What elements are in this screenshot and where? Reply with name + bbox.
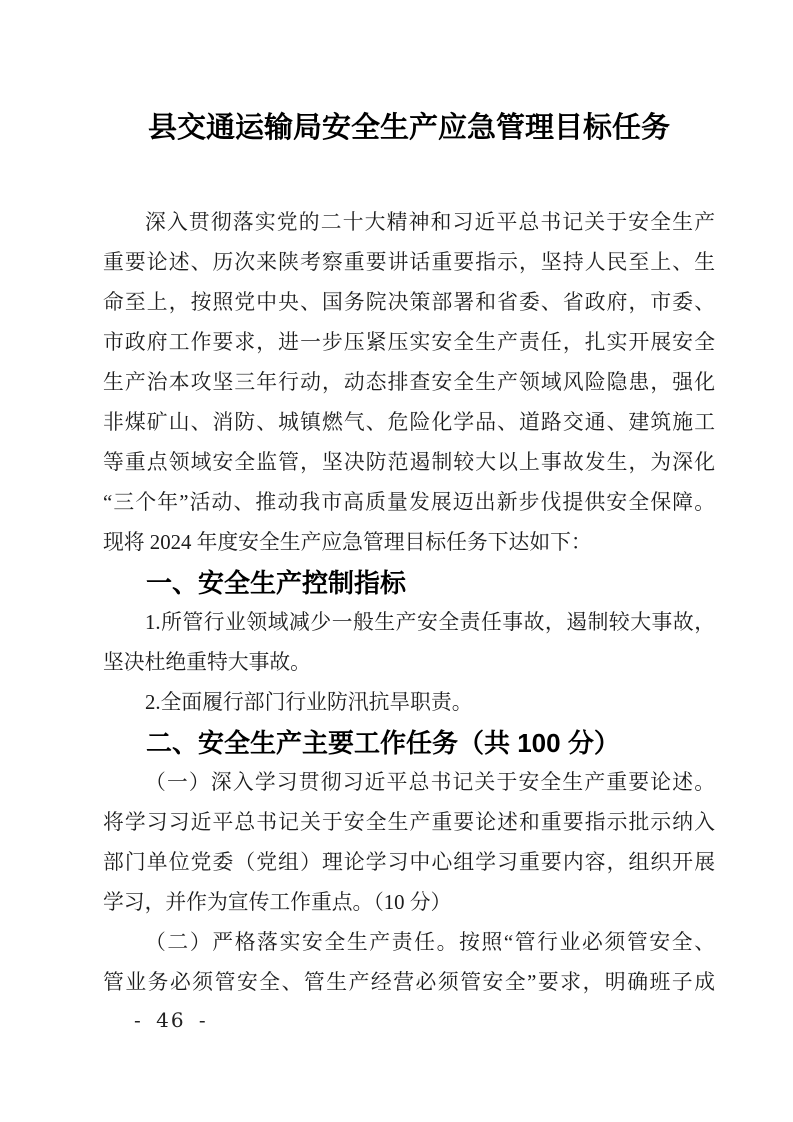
text-line: 将学习习近平总书记关于安全生产重要论述和重要指示批示纳入 <box>103 811 715 834</box>
text-line: 重要论述、历次来陕考察重要讲话重要指示，坚持人民至上、生 <box>103 251 715 274</box>
page-number: - 46 - <box>134 1008 208 1032</box>
document-title: 县交通运输局安全生产应急管理目标任务 <box>147 112 670 144</box>
text-line: 生产治本攻坚三年行动，动态排查安全生产领域风险隐患，强化 <box>103 371 715 394</box>
text-line: 深入贯彻落实党的二十大精神和习近平总书记关于安全生产 <box>145 211 715 234</box>
text-line: 等重点领域安全监管，坚决防范遏制较大以上事故发生，为深化 <box>103 451 715 474</box>
paragraph <box>103 683 715 723</box>
paragraph <box>103 763 715 923</box>
text-line: 1.所管行业领域减少一般生产安全责任事故，遏制较大事故， <box>145 611 715 634</box>
paragraph <box>103 923 715 1003</box>
text-line: 非煤矿山、消防、城镇燃气、危险化学品、道路交通、建筑施工 <box>103 411 715 434</box>
text-line: 部门单位党委（党组）理论学习中心组学习重要内容，组织开展 <box>103 851 715 874</box>
text-line: （二）严格落实安全生产责任。按照“管行业必须管安全、 <box>145 931 715 954</box>
text-line: 坚决杜绝重特大事故。 <box>103 651 311 674</box>
section-heading: 一、安全生产控制指标 <box>146 568 407 598</box>
text-line: 管业务必须管安全、管生产经营必须管安全”要求，明确班子成 <box>103 971 715 994</box>
section-heading: 二、安全生产主要工作任务（共 100 分） <box>146 728 620 758</box>
paragraph <box>103 203 715 563</box>
text-line: 2.全面履行部门行业防汛抗旱职责。 <box>145 691 473 714</box>
text-line: “三个年”活动、推动我市高质量发展迈出新步伐提供安全保障。 <box>103 491 715 514</box>
text-line: （一）深入学习贯彻习近平总书记关于安全生产重要论述。 <box>145 771 715 794</box>
text-line: 市政府工作要求，进一步压紧压实安全生产责任，扎实开展安全 <box>103 331 715 354</box>
document-body <box>103 203 715 1003</box>
text-line: 现将 2024 年度安全生产应急管理目标任务下达如下： <box>103 531 592 554</box>
text-line: 学习，并作为宣传工作重点。（10 分） <box>103 891 452 914</box>
paragraph <box>103 603 715 683</box>
text-line: 命至上，按照党中央、国务院决策部署和省委、省政府，市委、 <box>103 291 715 314</box>
